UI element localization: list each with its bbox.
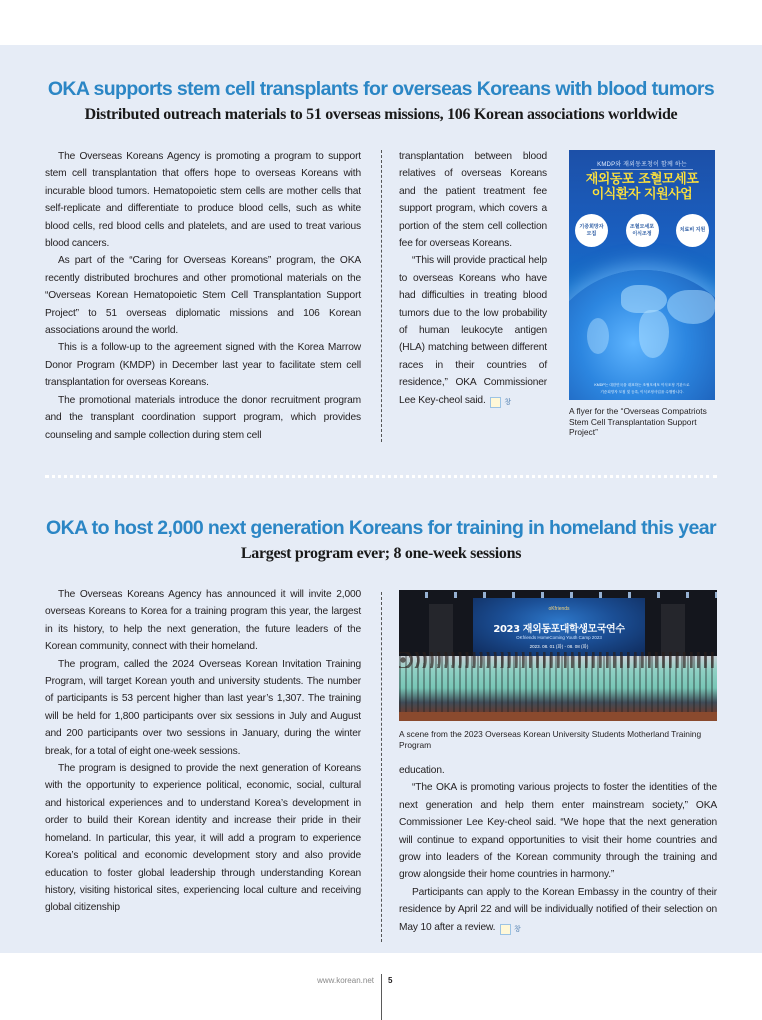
article1-subhead: Distributed outreach materials to 51 overseas missions, 106 Korean associations worldwide (84, 106, 678, 123)
flyer-top-line: KMDP와 재외동포청이 함께 하는 (597, 162, 687, 168)
footer-url[interactable]: www.korean.net (317, 976, 374, 985)
flyer-image (569, 150, 715, 400)
footer-divider (381, 974, 382, 1020)
column-divider (381, 150, 382, 442)
flyer-bottom-text: KMDP는 대한민국을 대표하는 조혈모세포 이식조정 기관으로 기증희망자 모집 및 등록, 이식조정사업을 수행합니다. (594, 383, 690, 394)
stage-screen: oKfriends 2023 재외동포대학생모국연수 OKfriends HomeComing Youth Camp 2023 2023. 08. 01 (화) - 08. 08 (화) (473, 598, 645, 656)
article2-paragraph: The program is designed to provide the next generation of Koreans with the opportunity to experience political, economic, social, cultural and historical experiences and to understand Korea’s development in order to build their Korean identity and increase their pride in their homeland. In particular, this year, it will add a program to experience Korea’s political and economic development story and also provide education to foster global leadership through understanding Korean history, visiting historical sites, experiencing local culture and receiving global citizenship (45, 763, 361, 914)
flyer-bubble: 조혈모세포 이식조정 (626, 214, 659, 247)
column-divider (381, 592, 382, 942)
article1-paragraph: This is a follow-up to the agreement signed with the Korea Marrow Donor Program (KMDP) in December last year to facilitate stem cell transplantation for overseas Koreans. (45, 342, 361, 389)
article2-paragraph: education. (399, 765, 445, 776)
training-program-photo (399, 590, 717, 721)
article-separator (45, 475, 717, 478)
page-number: 5 (388, 976, 393, 985)
article2-column2 (399, 762, 717, 936)
article2-headline: OKA to host 2,000 next generation Koreans for training in homeland this year (46, 517, 716, 539)
end-mark-icon: 창 (490, 397, 501, 408)
article1-paragraph: transplantation between blood relatives of overseas Koreans and the patient treatment fee support program, which covers a portion of the stem cell collection fee for overseas Koreans. (399, 151, 547, 250)
photo-caption: A scene from the 2023 Overseas Korean University Students Motherland Training Program (399, 729, 702, 750)
article2-paragraph: The Overseas Koreans Agency has announced it will invite 2,000 overseas Koreans to Korea for a training program this year, the largest in its history, to help the next generation, the future leaders of the Korean community, connect with their homeland. (45, 589, 361, 653)
article1-column2 (399, 148, 547, 409)
article2-column1 (45, 586, 361, 917)
flyer-title: 재외동포 조혈모세포 이식환자 지원사업 (585, 172, 699, 202)
article1-paragraph: The Overseas Koreans Agency is promoting a program to support stem cell transplantation that offers hope to overseas Koreans with incurable blood tumors. Hematopoietic stem cells are mother cells that self-replicate and differentiate to produce blood cells, such as white blood cells, red blood cells and platelets, and are used to treat various blood cancers. (45, 151, 361, 250)
article1-headline: OKA supports stem cell transplants for overseas Koreans with blood tumors (47, 78, 715, 100)
flyer-caption: A flyer for the “Overseas Compatriots Stem Cell Transplantation Support Project” (569, 406, 707, 437)
article1-paragraph: As part of the “Caring for Overseas Koreans” program, the OKA recently distributed brochures and other promotional materials on the “Overseas Korean Hematopoietic Stem Cell Transplantation Support Project” to 51 overseas diplomatic missions and 106 Korean associations around the world. (45, 255, 361, 337)
article2-subhead: Largest program ever; 8 one-week sessions (240, 545, 522, 562)
article2-paragraph: The program, called the 2024 Overseas Korean Invitation Training Program, will target Korean youth and university students. The number of participants is 53 percent higher than last year’s 1,307. The training will be held for 1,800 participants over six sessions in July and August and 200 participants over two sessions in January, during the winter break, for a total of eight one-week sessions. (45, 658, 361, 757)
flyer-bubbles (575, 214, 709, 248)
article1-paragraph: “This will provide practical help to overseas Koreans who have had difficulties in treating blood tumors due to the low probability of human leukocyte antigen (HLA) matching between different races in their countries of residence,” OKA Commissioner Lee Key-cheol said. 창 (399, 255, 547, 406)
flyer-bubble: 기증희망자 모집 (575, 214, 608, 247)
article2-paragraph: Participants can apply to the Korean Embassy in the country of their residence by April 22 and will be individually notified of their selection on May 10 after a review. 창 (399, 886, 717, 933)
article2-paragraph: “The OKA is promoting various projects to foster the identities of the next generation and help them enter mainstream society,” OKA Commissioner Lee Key-cheol said. “We hope that the next generation will continue to expand opportunities to visit their home countries and grow into leaders of the Korean community through the training and grow alongside their home countries in harmony.” (399, 782, 717, 881)
article1-paragraph: The promotional materials introduce the donor recruitment program and the transplant coordination support program, which provides counseling and sample collection during stem cell (45, 394, 361, 441)
end-mark-icon: 창 (500, 924, 511, 935)
article1-column1 (45, 148, 361, 444)
flyer-bubble: 치료비 지원 (676, 214, 709, 247)
